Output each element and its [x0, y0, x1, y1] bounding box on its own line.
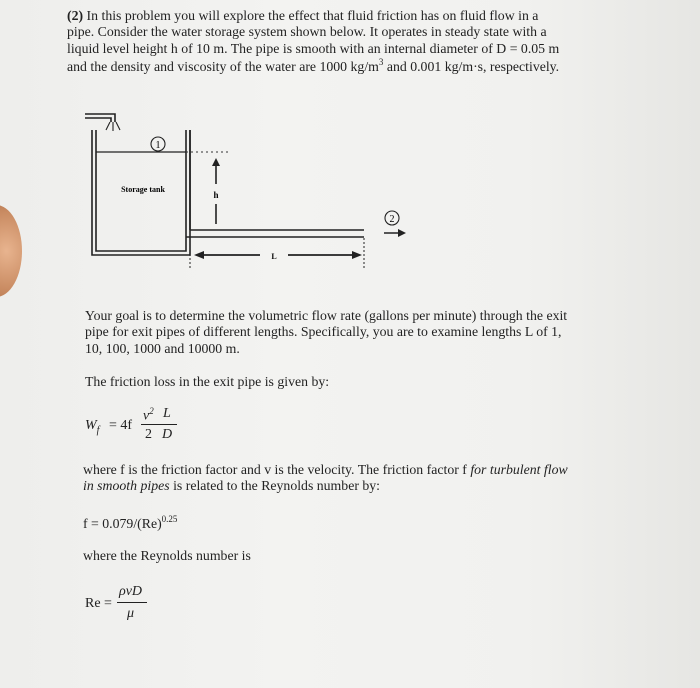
intro-line-4: and the density and viscosity of the water are 1000 kg/m [67, 58, 379, 74]
height-label: h [213, 190, 219, 200]
problem-number: (2) [67, 8, 84, 23]
eq-lhs: $W_f$ [85, 418, 100, 436]
intro-line-3: liquid level height h of 10 m. The pipe is smooth with an internal diameter of D = 0.05 m [67, 40, 560, 56]
ff-base: f = 0.079/(Re) [83, 516, 162, 531]
length-dimension [190, 238, 364, 268]
point-1-marker [151, 137, 165, 151]
point-1-label: 1 [155, 140, 161, 151]
tank-diagram [80, 100, 410, 275]
eq-fraction-bar-2 [161, 424, 177, 425]
ff-exponent: 0.25 [161, 514, 178, 524]
eq-coefficient: = 4f [109, 418, 133, 433]
goal-line-3: 10, 100, 1000 and 10000 m. [85, 340, 240, 356]
cubed-superscript: 3 [378, 56, 384, 67]
eq-fraction-bar-1 [141, 424, 161, 425]
re-lhs: Re = [85, 596, 112, 611]
friction-factor-text [83, 462, 568, 495]
eq-v-squared: $v^2$ [143, 406, 154, 424]
point-2-marker [384, 211, 406, 237]
reynolds-intro: where the Reynolds number is [83, 548, 251, 563]
where-line-1-italic: for turbulent flow [470, 462, 568, 477]
goal-line-2: pipe for exit pipes of different lengths. Specifically, you are to examine lengths L of 1, [85, 324, 562, 340]
goal-paragraph [85, 308, 567, 357]
faucet-icon [85, 114, 120, 131]
friction-factor-equation [83, 514, 177, 532]
exit-pipe [186, 130, 364, 237]
where-line-2-italic: in smooth pipes [83, 478, 170, 494]
length-label: L [271, 252, 277, 261]
eq-L: L [163, 406, 171, 421]
intro-line-4-end: and 0.001 kg/m·s, respectively. [383, 58, 560, 74]
intro-line-1: In this problem you will explore the effect that fluid friction has on fluid flow in a [86, 8, 539, 23]
goal-line-1: Your goal is to determine the volumetric flow rate (gallons per minute) through the exit [85, 308, 568, 323]
where-line-2: is related to the Reynolds number by: [169, 478, 380, 494]
eq-two: 2 [145, 427, 152, 442]
re-denominator: μ [127, 606, 135, 621]
re-numerator: ρvD [119, 584, 143, 599]
problem-intro [67, 8, 559, 75]
eq-D: D [162, 427, 173, 442]
tank-label: Storage tank [121, 185, 165, 194]
re-fraction-bar [117, 602, 147, 603]
intro-line-2: pipe. Consider the water storage system shown below. It operates in steady state with a [67, 24, 547, 40]
point-2-label: 2 [389, 214, 395, 225]
where-line-1: where f is the friction factor and v is the velocity. The friction factor f [83, 462, 471, 477]
friction-equation [85, 406, 205, 452]
reynolds-equation [85, 584, 165, 630]
friction-intro: The friction loss in the exit pipe is given by: [85, 374, 330, 389]
